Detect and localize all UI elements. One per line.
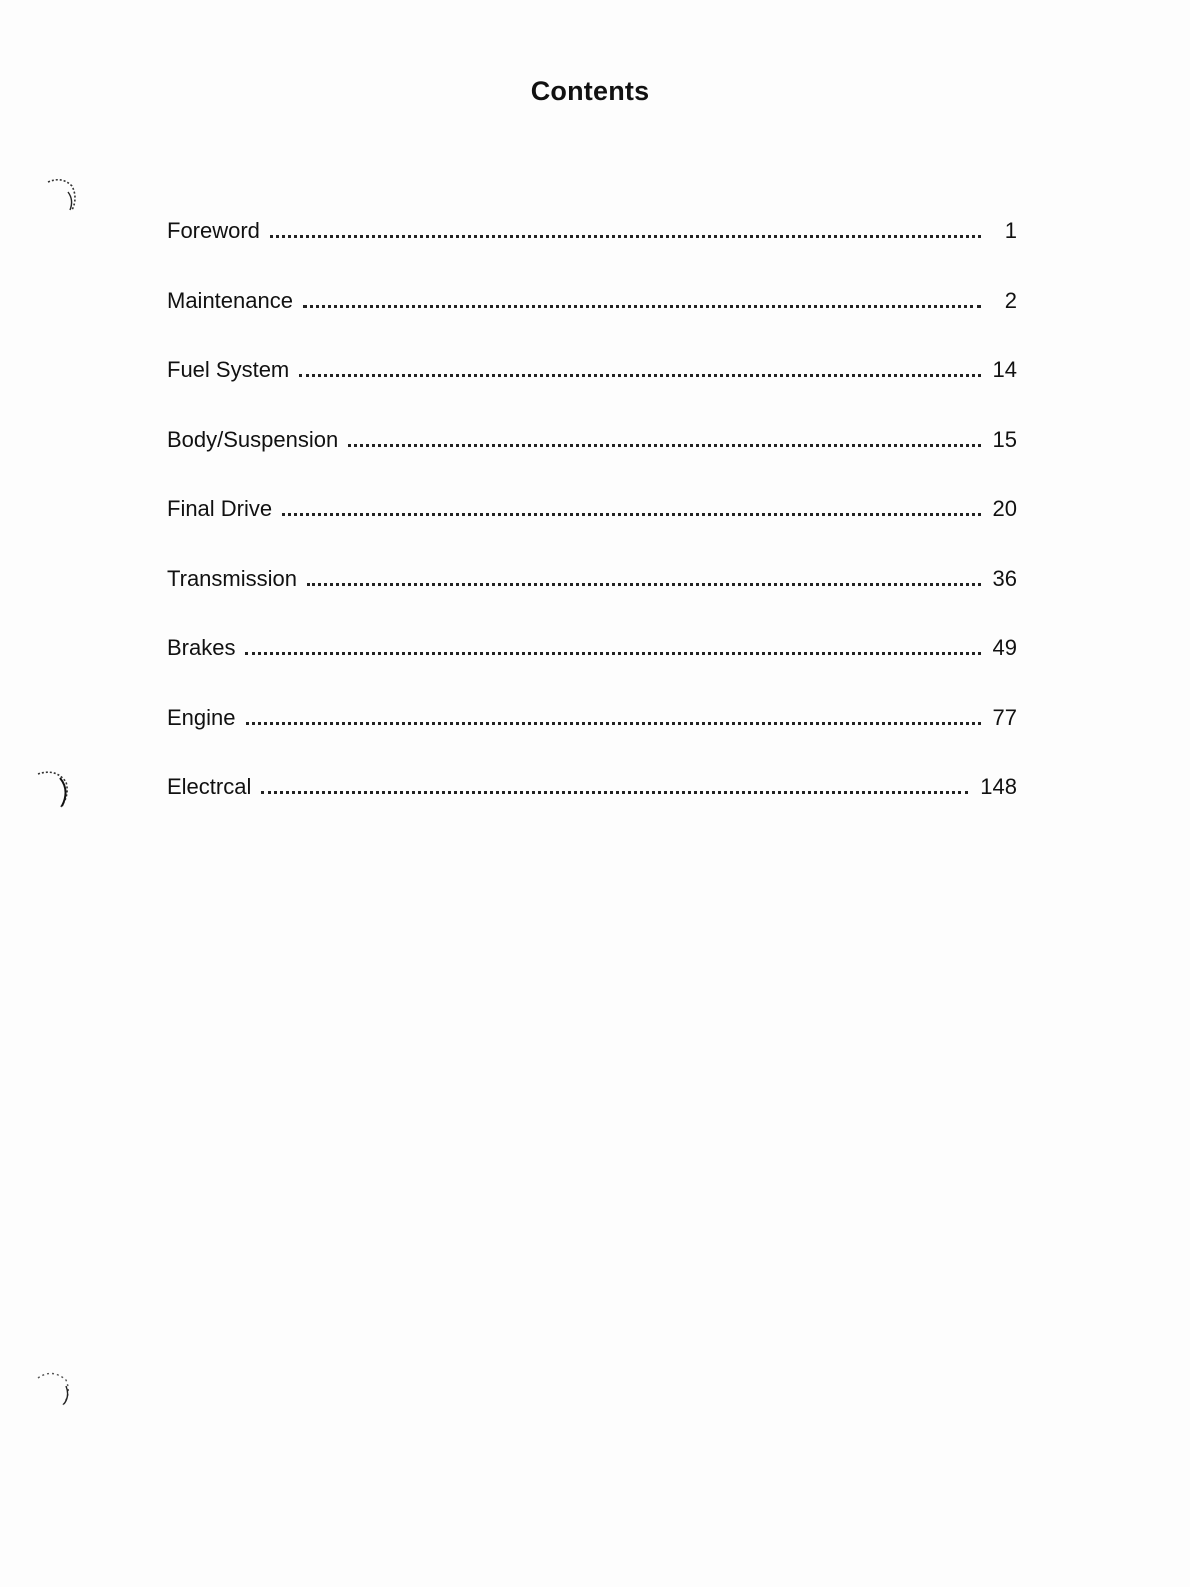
toc-entry-transmission[interactable] <box>167 566 1017 636</box>
dot-leader <box>270 235 981 238</box>
toc-entry-label: Fuel System <box>167 357 290 382</box>
toc-entry-label: Electrcal <box>167 774 252 799</box>
toc-entry-foreword[interactable] <box>167 218 1017 288</box>
toc-entry-page: 77 <box>992 704 1017 730</box>
toc-entry-body-suspension[interactable] <box>167 427 1017 497</box>
toc-entry-page: 36 <box>992 565 1017 591</box>
toc-entry-label: Foreword <box>167 218 260 243</box>
dot-leader <box>245 652 980 655</box>
toc-entry-label: Body/Suspension <box>167 426 339 452</box>
toc-entry-label: Transmission <box>167 565 297 591</box>
dot-leader <box>282 513 980 516</box>
toc-entry-final-drive[interactable] <box>167 496 1017 566</box>
toc-entry-maintenance[interactable] <box>167 288 1017 358</box>
dot-leader <box>299 374 980 377</box>
dot-leader <box>246 722 981 725</box>
table-of-contents <box>167 218 1017 844</box>
toc-entry-label: Maintenance <box>167 287 293 313</box>
punch-hole-middle <box>30 768 70 808</box>
toc-entry-label: Final Drive <box>167 496 273 521</box>
toc-entry-label: Brakes <box>167 635 236 660</box>
toc-entry-page: 1 <box>1004 218 1017 243</box>
toc-entry-page: 14 <box>992 357 1017 382</box>
toc-entry-page: 20 <box>992 496 1017 521</box>
punch-hole-top <box>38 174 78 214</box>
toc-entry-label: Engine <box>167 704 236 730</box>
dot-leader <box>348 444 980 447</box>
toc-entry-electrical[interactable] <box>167 774 1017 844</box>
dot-leader <box>303 305 981 308</box>
toc-entry-engine[interactable] <box>167 705 1017 775</box>
page-title: Contents <box>530 76 650 106</box>
dot-leader <box>261 791 968 794</box>
toc-entry-page: 2 <box>1004 287 1017 313</box>
toc-entry-page: 49 <box>992 635 1017 660</box>
toc-entry-page: 148 <box>980 774 1017 799</box>
punch-hole-bottom <box>32 1368 72 1408</box>
toc-entry-fuel-system[interactable] <box>167 357 1017 427</box>
toc-entry-brakes[interactable] <box>167 635 1017 705</box>
dot-leader <box>307 583 981 586</box>
toc-entry-page: 15 <box>992 426 1017 452</box>
